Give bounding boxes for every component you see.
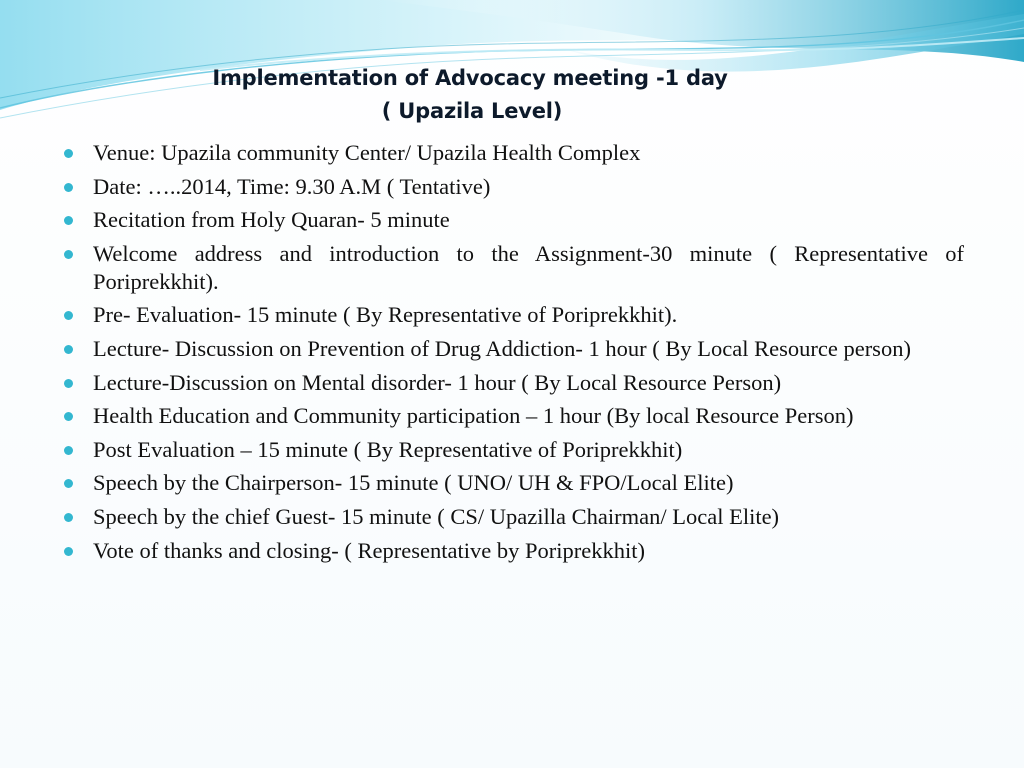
bullet-item-chief-guest-speech bbox=[62, 503, 964, 531]
bullet-dot-icon bbox=[64, 311, 73, 320]
bullet-dot-icon bbox=[64, 479, 73, 488]
bullet-text: Post Evaluation – 15 minute ( By Representative of Poriprekkhit) bbox=[93, 436, 683, 462]
bullet-item-post-evaluation bbox=[62, 436, 964, 464]
bullet-dot-icon bbox=[64, 345, 73, 354]
bullet-item-date bbox=[62, 173, 964, 201]
bullet-text: Date: …..2014, Time: 9.30 A.M ( Tentative) bbox=[93, 173, 491, 199]
bullet-text: Venue: Upazila community Center/ Upazila Health Complex bbox=[93, 140, 641, 165]
bullet-text: Speech by the Chairperson- 15 minute ( UNO/ UH & FPO/Local Elite) bbox=[93, 470, 734, 496]
bullet-dot-icon bbox=[64, 446, 73, 455]
bullet-item-welcome bbox=[62, 240, 964, 296]
title-line-main: Implementation of Advocacy meeting -1 day bbox=[212, 66, 728, 90]
bullet-item-recitation bbox=[62, 206, 964, 234]
bullet-dot-icon bbox=[64, 216, 73, 225]
bullet-item-mental-lecture bbox=[62, 369, 964, 397]
bullet-text: Health Education and Community participation – 1 hour (By local Resource Person) bbox=[93, 403, 854, 429]
bullet-item-drug-lecture bbox=[62, 335, 964, 363]
bullet-dot-icon bbox=[64, 149, 73, 158]
bullet-text: Vote of thanks and closing- ( Representative by Poriprekkhit) bbox=[93, 537, 645, 563]
bullet-text: Lecture- Discussion on Prevention of Drug Addiction- 1 hour ( By Local Resource person) bbox=[93, 335, 911, 361]
title-line-sub: ( Upazila Level) bbox=[381, 99, 563, 123]
bullet-item-chairperson-speech bbox=[62, 469, 964, 497]
bullet-item-pre-evaluation bbox=[62, 301, 964, 329]
bullet-text: Pre- Evaluation- 15 minute ( By Representative of Poriprekkhit). bbox=[93, 302, 678, 328]
bullet-text: Recitation from Holy Quaran- 5 minute bbox=[93, 207, 450, 233]
bullet-item-health-education bbox=[62, 402, 964, 430]
bullet-dot-icon bbox=[64, 412, 73, 421]
bullet-dot-icon bbox=[64, 547, 73, 556]
bullet-item-venue bbox=[62, 139, 964, 167]
bullet-dot-icon bbox=[64, 379, 73, 388]
bullet-item-closing bbox=[62, 537, 964, 565]
bullet-text: Speech by the chief Guest- 15 minute ( CS/ Upazilla Chairman/ Local Elite) bbox=[93, 503, 780, 529]
bullet-text: Welcome address and introduction to the Assignment-30 minute ( Representative of Poriprekkhit). bbox=[93, 240, 964, 294]
agenda-bullet-list bbox=[62, 139, 964, 570]
bullet-dot-icon bbox=[64, 183, 73, 192]
bullet-text: Lecture-Discussion on Mental disorder- 1 hour ( By Local Resource Person) bbox=[93, 369, 782, 395]
slide-title bbox=[160, 62, 780, 128]
bullet-dot-icon bbox=[64, 250, 73, 259]
bullet-dot-icon bbox=[64, 513, 73, 522]
